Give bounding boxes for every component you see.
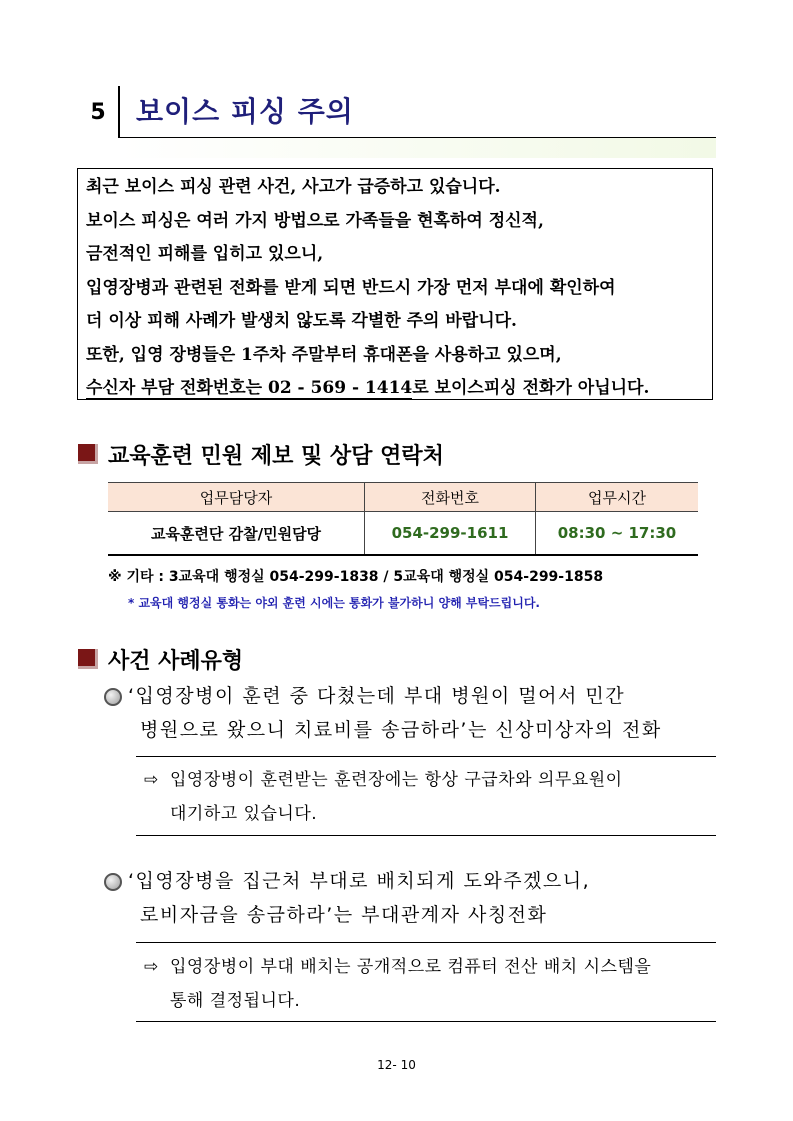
page-number: 12- 10 [377, 1058, 416, 1072]
contact-person: 교육훈련단 감찰/민원담당 [108, 512, 365, 556]
table-header-row [108, 483, 698, 512]
answer-line: 통해 결정됩니다. [170, 991, 301, 1011]
case-line: ‘입영장병이 훈련 중 다쳤는데 부대 병원이 멀어서 민간 [128, 685, 626, 707]
notice-line: 보이스 피싱은 여러 가지 방법으로 가족들을 현혹하여 정신적, [86, 210, 544, 231]
etc-contacts: ※ 기타 : 3교육대 행정실 054-299-1838 / 5교육대 행정실 054-299-1858 [108, 569, 604, 585]
case-line: ‘입영장병을 집근처 부대로 배치되게 도와주겠으니, [128, 870, 591, 892]
divider [136, 942, 716, 943]
case-description [128, 864, 590, 932]
notice-last-line [86, 372, 712, 406]
answer-line: 입영장병이 부대 배치는 공개적으로 컴퓨터 전산 배치 시스템을 [170, 957, 652, 977]
case-line: 로비자금을 송금하라’는 부대관계자 사칭전화 [140, 904, 548, 926]
section-title-shade [120, 138, 716, 158]
arrow-right-icon: ⇨ [144, 957, 159, 977]
notice-line: 최근 보이스 피싱 관련 사건, 사고가 급증하고 있습니다. [86, 177, 501, 197]
bullet-square-icon [78, 444, 98, 464]
cases-heading: 사건 사례유형 [108, 649, 244, 674]
contact-phone: 054-299-1611 [365, 512, 536, 556]
divider [136, 756, 716, 757]
section-divider [118, 86, 120, 138]
section-title: 보이스 피싱 주의 [136, 95, 354, 128]
case-answer [144, 950, 651, 1018]
table-header: 업무시간 [536, 483, 699, 512]
case-line: 병원으로 왔으니 치료비를 송금하라’는 신상미상자의 전화 [140, 719, 662, 741]
answer-line: 대기하고 있습니다. [170, 804, 318, 824]
case-answer [144, 763, 623, 831]
bullet-circle-icon [104, 688, 122, 706]
contact-table [108, 482, 698, 556]
toll-free-number: 02 - 569 - 1414 [267, 378, 413, 398]
divider [136, 835, 716, 836]
notice-line: 더 이상 피해 사례가 발생치 않도록 각별한 주의 바랍니다. [86, 311, 517, 331]
notice-last-suffix: 로 보이스피싱 전화가 아닙니다. [412, 378, 650, 398]
contact-hours: 08:30 ~ 17:30 [536, 512, 699, 556]
notice-line: 금전적인 피해를 입히고 있으니, [86, 244, 324, 264]
contact-heading: 교육훈련 민원 제보 및 상담 연락처 [108, 444, 444, 469]
field-training-note: * 교육대 행정실 통화는 야외 훈련 시에는 통화가 불가하니 양해 부탁드립니다. [128, 596, 540, 610]
bullet-square-icon [78, 649, 98, 669]
table-header: 전화번호 [365, 483, 536, 512]
notice-line: 입영장병과 관련된 전화를 받게 되면 반드시 가장 먼저 부대에 확인하여 [86, 277, 616, 298]
bullet-circle-icon [104, 873, 122, 891]
arrow-right-icon: ⇨ [144, 770, 159, 790]
notice-last-prefix: 수신자 부담 전화번호는 [86, 378, 268, 398]
section-number: 5 [90, 99, 106, 125]
case-description [128, 679, 662, 747]
answer-line: 입영장병이 훈련받는 훈련장에는 항상 구급차와 의무요원이 [170, 770, 623, 790]
section-underline [118, 137, 716, 138]
divider [136, 1021, 716, 1022]
table-header: 업무담당자 [108, 483, 365, 512]
table-row [108, 512, 698, 556]
notice-line: 또한, 입영 장병들은 1주차 주말부터 휴대폰을 사용하고 있으며, [86, 344, 562, 365]
notice-box [77, 168, 713, 400]
